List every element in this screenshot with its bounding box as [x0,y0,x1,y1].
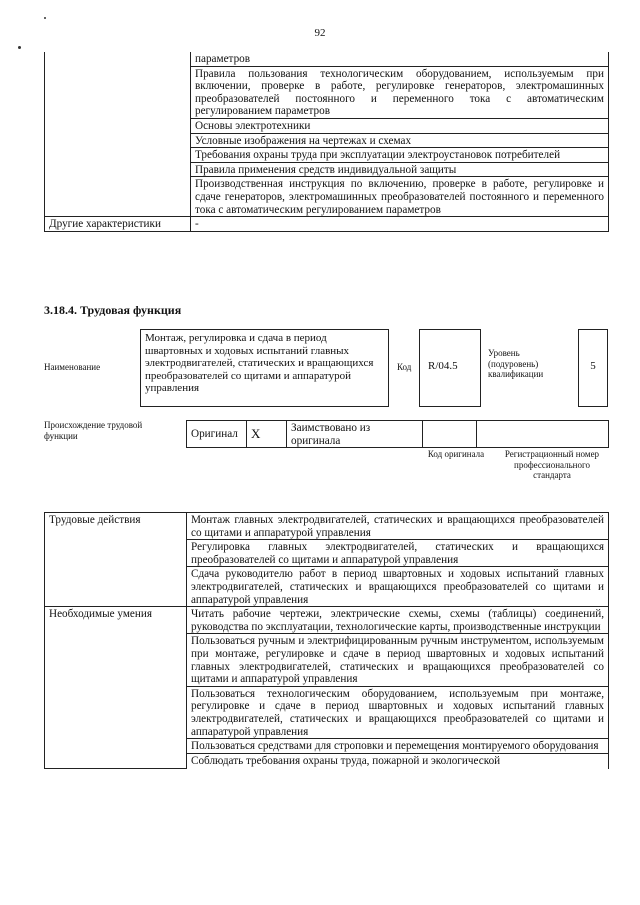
row-label: Другие характеристики [45,217,191,232]
code-box [419,329,481,407]
table-cell: параметров [191,52,609,66]
main-table [44,512,609,769]
origin-label: Происхождение трудовой функции [44,420,143,441]
row-label: Трудовые действия [45,513,187,607]
table-cell: Требования охраны труда при эксплуатации электроустановок потребителей [191,148,609,163]
code-original-caption: Код оригинала [427,449,485,459]
reg-number-cell [477,421,609,448]
table-cell: Монтаж главных электродвигателей, статических и вращающихся преобразователей со щитами и аппаратурой управления [187,513,609,540]
table-cell: Читать рабочие чертежи, электрические схемы, схемы (таблицы) соединений, руководства по эксплуатации, технологические карты, производственные инструкции [187,607,609,634]
table-cell: Правила применения средств индивидуальной защиты [191,162,609,177]
table-row [187,421,609,448]
section-heading: 3.18.4. Трудовая функция [44,303,182,317]
table-cell: Основы электротехники [191,118,609,133]
scan-speck [44,17,46,19]
code-original-cell [423,421,477,448]
level-box [578,329,608,407]
level-label: Уровень (подуровень) квалификации [488,348,544,379]
page-number: 92 [314,27,326,39]
original-label: Оригинал [187,421,247,448]
table-row [45,217,609,232]
name-label: Наименование [44,362,101,372]
level-value: 5 [590,360,596,372]
table-cell: - [191,217,609,232]
knowledge-table [44,52,609,232]
table-cell: Производственная инструкция по включению, проверке в работе, регулировке и сдаче генераторов, электромашинных преобразователей постоянного и переменного тока с автоматическим регулированием параметров [191,177,609,217]
function-name-box [140,329,389,407]
table-cell: Пользоваться средствами для строповки и перемещения монтируемого оборудования [187,739,609,754]
origin-table [186,420,609,448]
table-cell: Правила пользования технологическим оборудованием, используемым при включении, проверке в работе, регулировке генераторов, электромашинных преобразователей постоянного и переменного тока с автоматическим регулированием параметров [191,66,609,118]
scan-speck [18,46,21,49]
table-row [45,513,609,540]
table-row [45,52,609,66]
code-value: R/04.5 [428,360,458,372]
row-label: Необходимые умения [45,607,187,769]
table-cell: Пользоваться технологическим оборудованием, используемым при монтаже, регулировке и сдаче в период швартовных и ходовых испытаний главных электродвигателей, статических и вращающихся преобразователей со щитами и аппаратурой управления [187,686,609,738]
table-cell: Соблюдать требования охраны труда, пожарной и экологической [187,753,609,769]
code-label: Код [397,362,412,372]
table-cell: Сдача руководителю работ в период швартовных и ходовых испытаний главных электродвигателей, статических и вращающихся преобразователей со щитами и аппаратурой управления [187,567,609,607]
borrowed-label: Заимствовано из оригинала [287,421,423,448]
group-label-cell [45,52,191,217]
table-row [45,607,609,634]
original-mark: X [247,421,287,448]
reg-number-caption: Регистрационный номер профессионального стандарта [504,449,600,480]
function-name: Монтаж, регулировка и сдача в период швартовных и ходовых испытаний главных электродвигателей, статических и вращающихся преобразователей со щитами и аппаратурой управления [145,332,374,395]
table-cell: Пользоваться ручным и электрифицированным ручным инструментом, используемым при монтаже, регулировке и сдаче в период швартовных и ходовых испытаний главных электродвигателей, статических и вращающихся преобразователей со щитами и аппаратурой управления [187,634,609,686]
table-cell: Регулировка главных электродвигателей, статических и вращающихся преобразователей со щитами и аппаратурой управления [187,540,609,567]
table-cell: Условные изображения на чертежах и схемах [191,133,609,148]
